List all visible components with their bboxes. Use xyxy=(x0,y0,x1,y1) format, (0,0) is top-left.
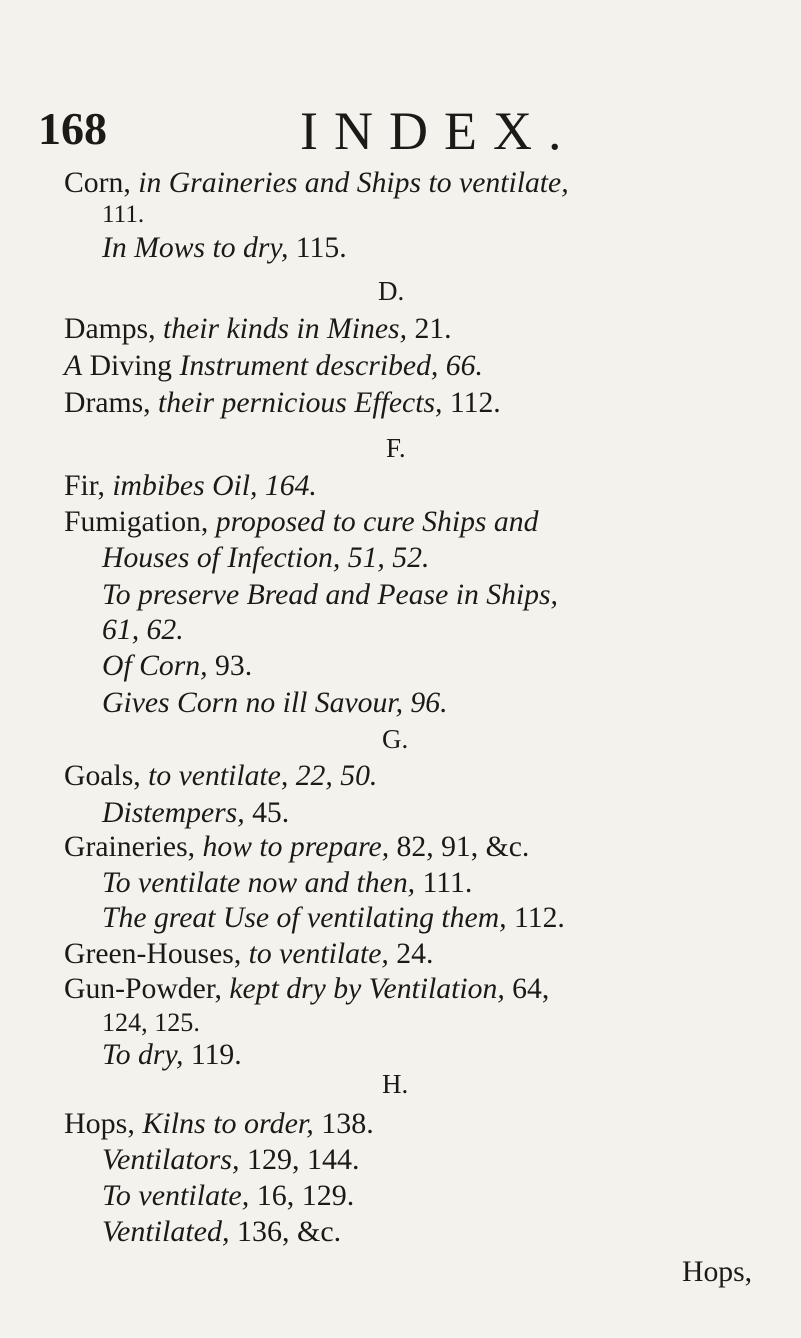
section-letter-d: D. xyxy=(378,276,405,306)
index-subentry: Distempers, 45. xyxy=(102,797,290,829)
index-entry-goals: Goals, to ventilate, 22, 50. xyxy=(64,760,378,792)
index-entry-continuation: 61, 62. xyxy=(102,614,184,646)
index-entry-gun-powder: Gun-Powder, kept dry by Ventilation, 64, xyxy=(64,973,550,1005)
index-entry-diving: A Diving Instrument described, 66. xyxy=(64,350,483,382)
index-entry-damps: Damps, their kinds in Mines, 21. xyxy=(64,313,452,345)
running-title: INDEX. xyxy=(300,101,578,161)
page-number: 168 xyxy=(38,103,107,154)
index-entry-fumigation: Fumigation, proposed to cure Ships and xyxy=(64,506,539,538)
index-subentry: In Mows to dry, 115. xyxy=(102,232,347,264)
index-entry-fir: Fir, imbibes Oil, 164. xyxy=(64,470,317,502)
index-entry-green-houses: Green-Houses, to ventilate, 24. xyxy=(64,938,434,970)
index-entry-continuation: 111. xyxy=(102,201,145,228)
catchword: Hops, xyxy=(682,1256,753,1288)
index-subentry: Ventilated, 136, &c. xyxy=(102,1215,342,1248)
index-subentry: The great Use of ventilating them, 112. xyxy=(102,902,565,934)
index-subentry: To preserve Bread and Pease in Ships, xyxy=(102,579,558,611)
index-entry-drams: Drams, their pernicious Effects, 112. xyxy=(64,387,501,419)
index-entry-continuation: 124, 125. xyxy=(102,1008,200,1037)
section-letter-f: F. xyxy=(386,433,406,463)
index-subentry: Of Corn, 93. xyxy=(102,650,253,682)
index-subentry: Gives Corn no ill Savour, 96. xyxy=(102,687,448,719)
index-entry-graineries: Graineries, how to prepare, 82, 91, &c. xyxy=(64,831,530,863)
page-header xyxy=(0,100,801,160)
index-subentry: To ventilate now and then, 111. xyxy=(102,867,473,899)
index-entry-hops: Hops, Kilns to order, 138. xyxy=(64,1107,374,1140)
index-subentry: To ventilate, 16, 129. xyxy=(102,1179,355,1212)
section-letter-g: G. xyxy=(382,724,409,754)
index-subentry: To dry, 119. xyxy=(102,1039,242,1071)
index-subentry: Houses of Infection, 51, 52. xyxy=(102,542,430,574)
index-subentry: Ventilators, 129, 144. xyxy=(102,1143,360,1176)
index-entry-corn: Corn, in Graineries and Ships to ventilate, xyxy=(64,167,569,199)
section-letter-h: H. xyxy=(382,1069,409,1099)
